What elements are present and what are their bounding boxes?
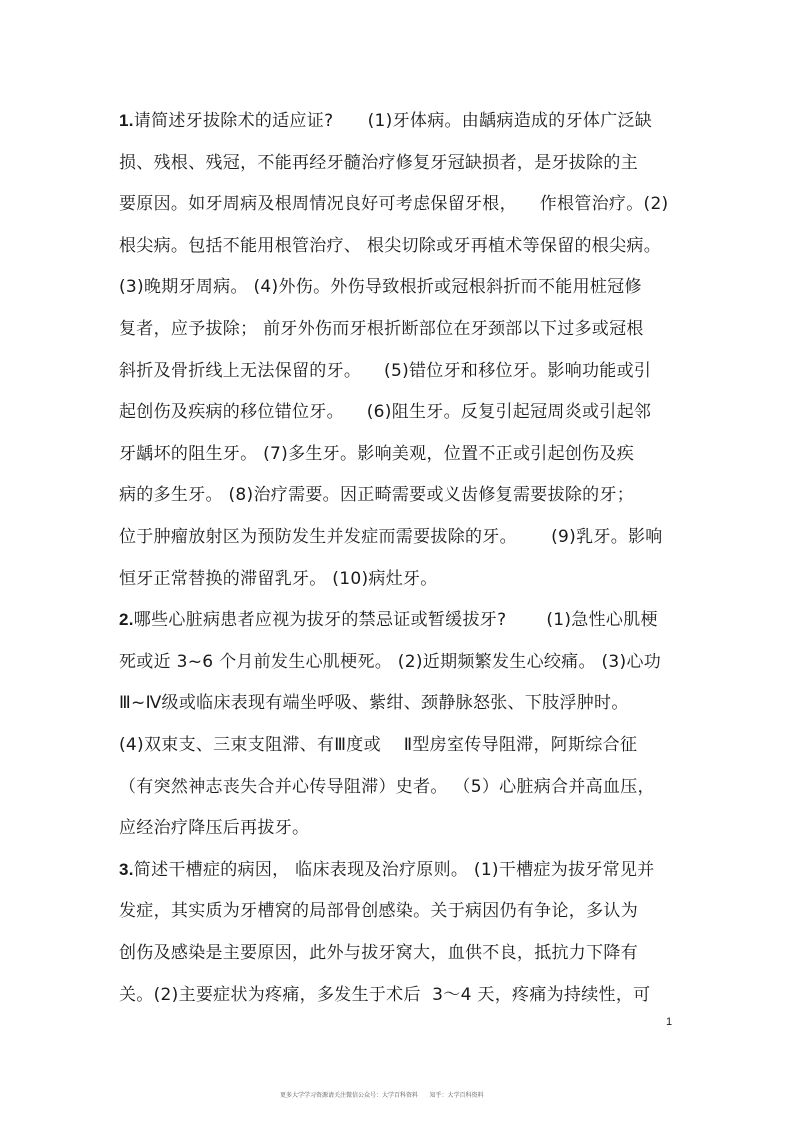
text-line — [119, 817, 309, 839]
line-text: 简述干槽症的病因， 临床表现及治疗原则。 (1)干槽症为拔牙常见并 — [133, 859, 655, 880]
text-line — [119, 609, 658, 631]
text-line — [119, 692, 629, 714]
line-text: （有突然神志丧失合并心传导阻滞）史者。 （5）心脏病合并高血压， — [119, 776, 655, 797]
line-text: 应经治疗降压后再拔牙。 — [119, 818, 310, 839]
text-line — [119, 276, 642, 298]
text-line — [119, 568, 438, 590]
text-line — [119, 360, 651, 382]
line-text: 复者，应予拔除； 前牙外伤而牙根折断部位在牙颈部以下过多或冠根 — [119, 319, 644, 339]
line-text: 恒牙正常替换的滞留乳牙。 (10)病灶牙。 — [119, 568, 438, 589]
line-text: 关。(2)主要症状为疼痛，多发生于术后 3～4 天，疼痛为持续性，可 — [119, 984, 651, 1005]
text-line — [119, 193, 669, 215]
line-text: 发症，其实质为牙槽窝的局部骨创感染。关于病因仍有争论，多认为 — [119, 901, 638, 922]
text-line — [119, 651, 661, 673]
page-number: 1 — [666, 1016, 673, 1028]
line-text: 牙龋坏的阻生牙。 (7)多生牙。影响美观，位置不正或引起创伤及疾 — [119, 443, 635, 464]
text-line — [119, 318, 644, 340]
line-text: Ⅲ~Ⅳ级或临床表现有端坐呼吸、紫绀、颈静脉怒张、下肢浮肿时。 — [119, 693, 629, 714]
text-line — [119, 401, 651, 423]
line-text: 损、残根、残冠，不能再经牙髓治疗修复牙冠缺损者，是牙拔除的主 — [119, 152, 638, 173]
question-number: 2. — [119, 610, 134, 630]
text-line — [119, 235, 661, 257]
text-line — [119, 859, 655, 881]
line-text: 根尖病。包括不能用根管治疗、 根尖切除或牙再植术等保留的根尖病。 — [119, 235, 662, 256]
line-text: 请简述牙拔除术的适应证? (1)牙体病。由龋病造成的牙体广泛缺 — [133, 111, 653, 131]
text-line — [119, 484, 634, 506]
text-line — [119, 526, 663, 548]
text-line — [119, 443, 634, 465]
line-text: 哪些心脏病患者应视为拔牙的禁忌证或暂缓拔牙? (1)急性心肌梗 — [133, 610, 658, 631]
question-number: 3. — [119, 859, 134, 879]
text-line — [119, 152, 638, 174]
line-text: 死或近 3~6 个月前发生心肌梗死。 (2)近期频繁发生心绞痛。 (3)心功 — [119, 651, 662, 672]
line-text: 创伤及感染是主要原因，此外与拔牙窝大，血供不良，抵抗力下降有 — [119, 943, 638, 963]
line-text: 斜折及骨折线上无法保留的牙。 (5)错位牙和移位牙。影响功能或引 — [119, 360, 652, 381]
line-text: 位于肿瘤放射区为预防发生并发症而需要拔除的牙。 (9)乳牙。影响 — [119, 527, 663, 547]
text-line — [119, 942, 638, 964]
text-line — [119, 984, 650, 1006]
question-number: 1. — [119, 111, 134, 130]
text-line — [119, 776, 655, 798]
line-text: (4)双束支、三束支阻滞、有Ⅲ度或 Ⅱ型房室传导阻滞，阿斯综合征 — [119, 735, 638, 755]
line-text: 起创伤及疾病的移位错位牙。 (6)阻生牙。反复引起冠周炎或引起邻 — [119, 402, 652, 423]
line-text: (3)晚期牙周病。 (4)外伤。外伤导致根折或冠根斜折而不能用桩冠修 — [119, 277, 642, 298]
footer-note: 更多大学学习资源请关注微信公众号：大学百科资料 知乎：大学百科资料 — [280, 1092, 484, 1099]
text-line — [119, 900, 638, 922]
line-text: 病的多生牙。 (8)治疗需要。因正畸需要或义齿修复需要拔除的牙； — [119, 485, 635, 506]
text-line — [119, 110, 652, 132]
line-text: 要原因。如牙周病及根周情况良好可考虑保留牙根， 作根管治疗。(2) — [119, 194, 669, 215]
text-line — [119, 734, 637, 756]
